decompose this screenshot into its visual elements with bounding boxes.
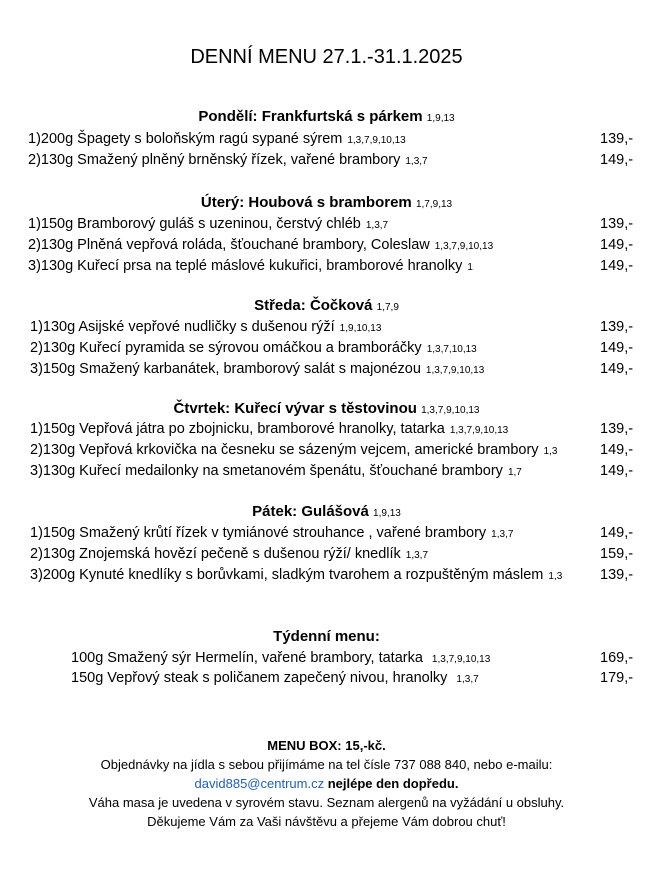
menu-item-text: 2)130g Plněná vepřová roláda, šťouchané brambory, Coleslaw xyxy=(28,237,430,253)
menu-item-allergens: 1,3,7 xyxy=(365,220,389,231)
menu-item-price: 149,- xyxy=(600,525,634,541)
day-heading-text: Úterý: Houbová s bramborem xyxy=(200,194,412,211)
day-heading-allergens: 1,7,9 xyxy=(376,302,399,313)
day-heading-wednesday xyxy=(0,297,653,314)
menu-item-price: 149,- xyxy=(600,340,634,356)
weight-note: Váha masa je uvedena v syrovém stavu. Seznam alergenů na vyžádání u obsluhy. xyxy=(88,795,565,810)
menu-item-allergens: 1,3,7,10,13 xyxy=(426,344,477,355)
day-heading-allergens: 1,9,13 xyxy=(373,508,401,519)
menu-item-allergens: 1,3,7,9,10,13 xyxy=(449,425,509,436)
orders-note: Objednávky na jídla s sebou přijímáme na tel čísle 737 088 840, nebo e-mailu: xyxy=(100,757,553,772)
menu-item-text: 1)130g Asijské vepřové nudličky s dušenou rýží xyxy=(30,319,335,335)
menu-item-price: 149,- xyxy=(600,361,634,377)
day-heading-thursday xyxy=(0,400,653,417)
menu-item-price: 169,- xyxy=(600,650,634,666)
menu-item-price: 149,- xyxy=(600,463,634,479)
day-heading-allergens: 1,7,9,13 xyxy=(415,199,453,210)
menu-item xyxy=(28,258,473,274)
menu-item-allergens: 1,3,7,9,10,13 xyxy=(434,241,494,252)
menu-item xyxy=(30,319,381,335)
menu-item-text: 2)130g Vepřová krkovička na česneku se sázeným vejcem, americké brambory xyxy=(30,442,539,458)
menu-item-text: 1)150g Bramborový guláš s uzeninou, čerstvý chléb xyxy=(28,216,361,232)
menu-item-price: 149,- xyxy=(600,237,634,253)
menu-item xyxy=(30,546,428,562)
menu-item-allergens: 1,3 xyxy=(548,571,563,582)
weekly-menu-heading: Týdenní menu: xyxy=(273,628,380,645)
menu-item-text: 1)150g Smažený krůtí řízek v tymiánové strouhance , vařené brambory xyxy=(30,525,487,541)
menu-item xyxy=(28,237,493,253)
menu-item-text: 2)130g Znojemská hovězí pečeně s dušenou rýží/ knedlík xyxy=(30,546,401,562)
menu-item xyxy=(30,442,557,458)
menu-item-allergens: 1,3,7 xyxy=(491,529,514,540)
menu-item-allergens: 1,3,7 xyxy=(405,156,428,167)
menu-item-allergens: 1,7 xyxy=(507,467,522,478)
email-line xyxy=(0,776,653,791)
menu-item xyxy=(30,525,513,541)
menu-box-note: MENU BOX: 15,-kč. xyxy=(267,738,386,753)
menu-item xyxy=(28,216,388,232)
email-suffix: nejlépe den dopředu. xyxy=(327,776,459,791)
day-heading-friday xyxy=(0,503,653,520)
menu-item xyxy=(30,421,508,437)
menu-item-price: 149,- xyxy=(600,152,634,168)
day-heading-text: Středa: Čočková xyxy=(254,297,373,314)
day-heading-allergens: 1,9,13 xyxy=(426,113,455,124)
menu-item-allergens: 1,3 xyxy=(543,446,558,457)
day-heading-text: Pátek: Gulášová xyxy=(252,503,369,520)
menu-item-text: 3)200g Kynuté knedlíky s borůvkami, sladkým tvarohem a rozpuštěným máslem xyxy=(30,567,544,583)
menu-item-price: 159,- xyxy=(600,546,634,562)
menu-item-price: 139,- xyxy=(600,319,634,335)
menu-item-text: 3)130g Kuřecí prsa na teplé máslové kukuřici, bramborové hranolky xyxy=(28,258,463,274)
menu-item-price: 139,- xyxy=(600,421,634,437)
day-heading-text: Čtvrtek: Kuřecí vývar s těstovinou xyxy=(173,400,417,417)
menu-item-price: 139,- xyxy=(600,567,634,583)
day-heading-text: Pondělí: Frankfurtská s párkem xyxy=(198,108,423,125)
menu-item xyxy=(30,361,484,377)
page-title: DENNÍ MENU 27.1.-31.1.2025 xyxy=(190,46,463,68)
menu-item-price: 149,- xyxy=(600,442,634,458)
menu-item-text: 3)150g Smažený karbanátek, bramborový salát s majonézou xyxy=(30,361,421,377)
menu-item-text: 100g Smažený sýr Hermelín, vařené brambory, tatarka xyxy=(71,650,423,666)
menu-item xyxy=(30,567,562,583)
menu-item-allergens: 1,3,7,9,10,13 xyxy=(347,135,406,146)
menu-item-text: 1)200g Špagety s boloňským ragú sypané sýrem xyxy=(28,131,343,147)
menu-item-text: 1)150g Vepřová játra po zbojnicku, bramborové hranolky, tatarka xyxy=(30,421,445,437)
day-heading-monday xyxy=(0,108,653,125)
menu-item-text: 2)130g Kuřecí pyramida se sýrovou omáčkou a bramboráčky xyxy=(30,340,422,356)
menu-item-text: 2)130g Smažený plněný brněnský řízek, vařené brambory xyxy=(28,152,401,168)
menu-item xyxy=(28,152,428,168)
menu-item xyxy=(30,340,477,356)
menu-item-price: 179,- xyxy=(600,670,634,686)
email-link[interactable]: david885@centrum.cz xyxy=(194,776,325,791)
menu-item-allergens: 1,9,10,13 xyxy=(339,323,382,334)
menu-item xyxy=(28,131,406,147)
menu-item-allergens: 1,3,7 xyxy=(405,550,429,561)
menu-item-allergens: 1,3,7 xyxy=(456,674,479,685)
menu-item-allergens: 1,3,7,9,10,13 xyxy=(425,365,485,376)
menu-item-price: 149,- xyxy=(600,258,634,274)
weekly-menu-item xyxy=(71,650,490,666)
menu-item-text: 3)130g Kuřecí medailonky na smetanovém špenátu, šťouchané brambory xyxy=(30,463,503,479)
day-heading-allergens: 1,3,7,9,10,13 xyxy=(421,405,480,416)
menu-item-allergens: 1 xyxy=(467,262,473,273)
day-heading-tuesday xyxy=(0,194,653,211)
thanks-note: Děkujeme Vám za Vaši návštěvu a přejeme Vám dobrou chuť! xyxy=(147,814,506,829)
menu-item-allergens: 1,3,7,9,10,13 xyxy=(431,654,491,665)
menu-item-price: 139,- xyxy=(600,131,634,147)
menu-item xyxy=(30,463,522,479)
menu-item-text: 150g Vepřový steak s poličanem zapečený nivou, hranolky xyxy=(71,670,448,686)
weekly-menu-item xyxy=(71,670,479,686)
menu-item-price: 139,- xyxy=(600,216,634,232)
